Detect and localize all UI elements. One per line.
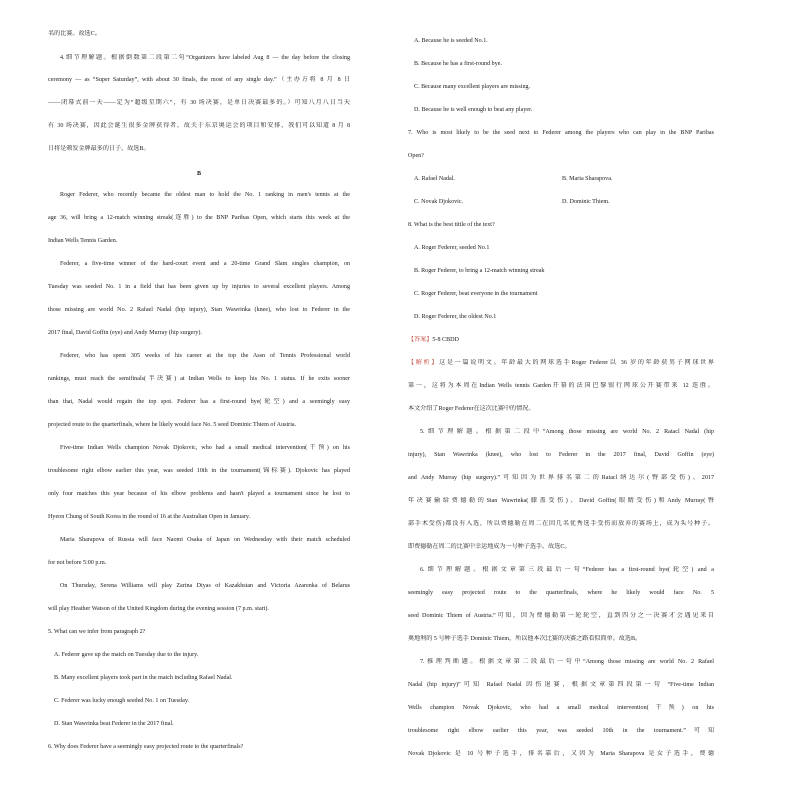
right-text-line: Novak Djokovic 是 10 号种子选手，排名靠后，又因为 Maria Sharapova 是女子选手，费德: [408, 751, 714, 757]
left-text-line: rankings, must reach the semifinals(半决赛) at Indian Wells to keep his No. 1 status. If he exits sooner: [48, 376, 350, 382]
right-text-line: Open?: [408, 153, 424, 159]
right-text-line: C. Roger Federer, beat everyone in the tournament: [414, 291, 538, 297]
left-text-line: Indian Wells Tennis Garden.: [48, 238, 118, 244]
right-text-line: A. Roger Federer, seeded No.1: [414, 245, 490, 251]
left-text-line: age 36, will bring a 12-match winning streak(连胜) to the BNP Paribas Open, which starts this week at the: [48, 215, 350, 221]
left-text-line: On Thursday, Serena Williams will play Zarina Diyas of Kazakhstan and Victoria Azarenka of Belarus: [60, 583, 350, 589]
right-text-line: 7. Who is most likely to be the seed next to Federer among the players who can play in the BNP Paribas: [408, 130, 714, 136]
right-text-line: C. Because many excellent players are missing.: [414, 84, 531, 90]
right-text-line: Wells champion Novak Djokovic, who had a small medical intervention(干预) on his: [408, 705, 714, 711]
left-text-line: ceremony — as “Super Saturday”, with about 30 finals, the most of any single day.”（主办方将 8 月 8 日: [48, 77, 350, 83]
left-text-line: 4.细节理解题。根据倒数第二段第二句“Organizers have labeled Aug 8 — the day before the closing: [60, 55, 350, 61]
left-text-line: Hyeon Chung of South Korea in the round of 16 at the Australian Open in January.: [48, 514, 251, 520]
left-text-line: 5. What can we infer from paragraph 2?: [48, 629, 146, 635]
right-text-line: B. Because he has a first-round bye.: [414, 61, 502, 67]
right-text-line: [408, 359, 714, 368]
left-text-line: 名的比赛。故选C。: [48, 31, 101, 37]
right-text-line: 即费德勒在周二的比赛中幸运地成为一号种子选手。故选C。: [408, 544, 571, 550]
left-text-line: those missing are world No. 2 Rafael Nadal (hip injury), Stan Wawrinka (knee), who lost to Federer in the: [48, 307, 350, 313]
right-text-line: 8. What is the best tittle of the text?: [408, 222, 495, 228]
right-text-line: 本文介绍了Roger Federer在这次比赛中的情况。: [408, 406, 535, 412]
answer-text: 5-8 CBDD: [432, 337, 459, 343]
left-text-line: ——闭幕式前一天——定为“超级星期六”，有 30 场决赛，是单日决赛最多的。）可知八月八日当天: [48, 100, 350, 106]
left-text-line: Federer, who has spent 305 weeks of his career at the top the Assn of Tennis Professional world: [60, 353, 350, 359]
left-text-line: will play Heather Watson of the United Kingdom during the evening session (7 p.m. start).: [48, 606, 269, 612]
right-text-line: 奥地利的 5 号种子选手 Dominic Thiem，所以他本次比赛的决赛之路看似简单。故选B。: [408, 636, 642, 642]
right-text-line: 第一，这将为本周在Indian Wells tennis Garden开幕的法国巴黎银行网球公开赛带来 12 连胜。: [408, 383, 714, 389]
left-text-line: 6. Why does Federer have a seemingly easy projected route to the quarterfinals?: [48, 744, 244, 750]
left-text-line: C. Federer was lucky enough seeded No. 1 on Tuesday.: [54, 698, 189, 704]
right-option-line: D. Dominic Thiem.: [562, 199, 610, 205]
left-text-line: 有 30 场决赛，因此会诞生很多金牌获得者，故关于东京奥运会的项目和安排，我们可以知道 8 月 8: [48, 123, 350, 129]
left-text-line: Tuesday was seeded No. 1 in a field that has been given up by injuries to several excellent players. Among: [48, 284, 350, 290]
right-text-line: troublesome right elbow earlier this year, was seeded 10th in the tournament.”可知: [408, 728, 714, 734]
left-text-line: Five-time Indian Wells champion Novak Djokovic, who had a small medical intervention(干预) on his: [60, 445, 350, 451]
left-text-line: troublesome right elbow earlier this year, was seeded 10th in the tournament(锦标赛). Djokovic has played: [48, 468, 350, 474]
right-text-line: D. Because he is well enough to beat any player.: [414, 107, 533, 113]
answer-text: 这是一篇说明文。年龄最大的网球选手Roger Federer以 36 岁的年龄获男子网球世界: [439, 360, 714, 366]
left-text-line: D. Stan Wawrinka beat Federer in the 2017 final.: [54, 721, 174, 727]
right-text-line: Nadal (hip injury)”可知 Rafael Nadal 因伤退赛，根据文章第四段第一句 “Five-time Indian: [408, 682, 714, 688]
right-text-line: 7.推理判断题。根据文章第二段最后一句中“Among those missing are world No. 2 Rafael: [420, 659, 714, 665]
right-text-line: A. Because he is seeded No.1.: [414, 38, 488, 44]
right-text-line: 6.细节理解题。根据文章第三段最后一句“Federer has a first-round bye(轮空) and a: [420, 567, 714, 573]
left-text-line: 2017 final, David Goffin (eye) and Andy Murray (hip surgery).: [48, 330, 202, 336]
right-text-line: [408, 336, 714, 345]
right-option-line: B. Maria Sharapova.: [562, 176, 613, 182]
right-text-line: seed Dominic Thiem of Austria.”可知，因为费德勒第一轮轮空，直到四分之一决赛才会遇见来自: [408, 613, 714, 619]
left-text-line: A. Federer gave up the match on Tuesday due to the injury.: [54, 652, 199, 658]
left-text-line: projected route to the quarterfinals, where he likely would face No. 5 seed Dominic Thiem of Austria.: [48, 422, 297, 428]
left-text-line: Maria Sharapova of Russia will face Naomi Osaka of Japan on Wednesday with their match scheduled: [60, 537, 350, 543]
right-text-line: injury), Stan Wawrinka (knee), who lost to Federer in the 2017 final, David Goffin (eye): [408, 452, 714, 458]
left-text-line: B. Many excellent players took part in the match including Rafael Nadal.: [54, 675, 233, 681]
right-text-line: and Andy Murray (hip surgery).”可知因为世界排名第二的Ratacl纳达尔(臀部受伤)、2017: [408, 475, 714, 481]
left-text-line: 日将是颁发金牌最多的日子。故选B。: [48, 146, 150, 152]
right-text-line: D. Roger Federer, the oldest No.1: [414, 314, 497, 320]
left-text-line: Federer, a five-time winner of the hard-court event and a 20-time Grand Slam singles champion, on: [60, 261, 350, 267]
right-text-line: C. Novak Djokovic.: [414, 199, 464, 205]
answer-tag: 【解析】: [408, 360, 440, 366]
right-text-line: seemingly easy projected route to the quarterfinals, where he likely would face No. 5: [408, 590, 714, 596]
left-text-line: than that, Nadal would regain the top spot. Federer has a first-round bye(轮空) and a seemingly easy: [48, 399, 350, 405]
right-text-line: 5.细节理解题。根据第二段中“Among those missing are world No. 2 Ratacl Nadal (hip: [420, 429, 714, 435]
left-text-line: only four matches this year because of his elbow problems and hasn't played a tournament since he lost to: [48, 491, 350, 497]
answer-tag: 【答案】: [408, 337, 433, 343]
left-text-line: B: [196, 171, 202, 177]
right-text-line: 年决赛输给费德勒的Stan Wawrinka(膝盖受伤)、David Goffin(眼睛受伤)和Andy Murray(臀: [408, 498, 714, 504]
left-text-line: Roger Federer, who recently became the oldest man to hold the No. 1 ranking in men's tennis at the: [60, 192, 350, 198]
right-text-line: A. Rafael Nadal.: [414, 176, 455, 182]
right-text-line: B. Roger Federer, to bring a 12-match winning streak: [414, 268, 545, 274]
right-text-line: 部手术受伤)都没有入选，所以费德勒在周二在因几名优秀选手受伤而放弃的赛场上，成为头号种子。: [408, 521, 714, 527]
left-text-line: for not before 5:00 p.m.: [48, 560, 107, 566]
